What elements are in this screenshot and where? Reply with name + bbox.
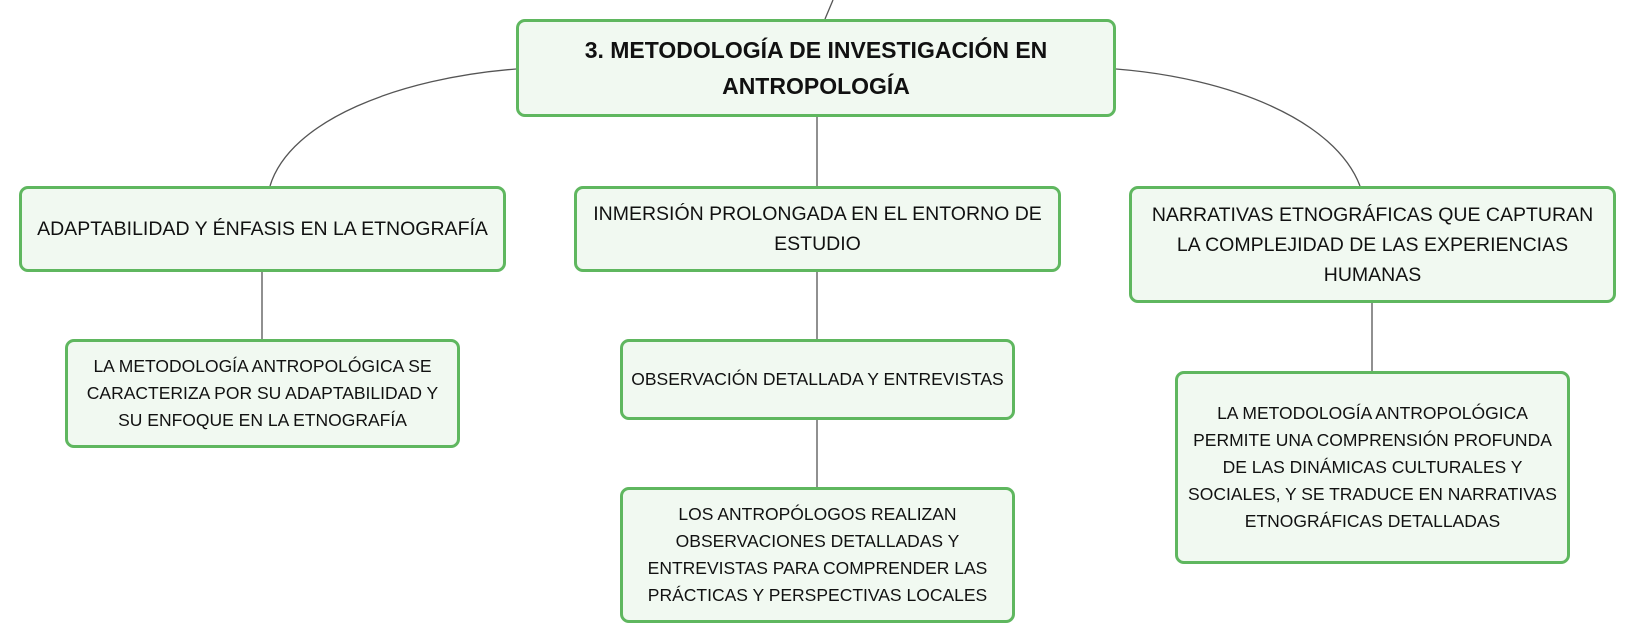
topic-label-inmersion: INMERSIÓN PROLONGADA EN EL ENTORNO DE ESTUDIO: [593, 203, 1042, 255]
subtopic-label-comprension-profunda: LA METODOLOGÍA ANTROPOLÓGICA PERMITE UNA COMPRENSIÓN PROFUNDA DE LAS DINÁMICAS CULTURALES Y SOCIALES, Y SE TRADUCE EN NARRATIVAS ETNOGRÁFICAS DETALLADAS: [1188, 403, 1557, 531]
subtopic-node-comprension-profunda[interactable]: [1175, 371, 1570, 564]
topic-node-adaptabilidad[interactable]: [19, 186, 506, 272]
topic-node-inmersion[interactable]: [574, 186, 1061, 272]
root-topic-node[interactable]: [516, 19, 1116, 117]
root-topic-label: 3. METODOLOGÍA DE INVESTIGACIÓN EN ANTROPOLOGÍA: [584, 37, 1048, 99]
topic-label-adaptabilidad: ADAPTABILIDAD Y ÉNFASIS EN LA ETNOGRAFÍA: [37, 218, 488, 240]
subtopic-node-antropologos-realizan[interactable]: [620, 487, 1015, 623]
topic-node-narrativas[interactable]: [1129, 186, 1616, 303]
subtopic-label-observacion: OBSERVACIÓN DETALLADA Y ENTREVISTAS: [631, 369, 1004, 389]
subtopic-node-metodologia-adaptabilidad[interactable]: [65, 339, 460, 448]
subtopic-label-metodologia-adaptabilidad: LA METODOLOGÍA ANTROPOLÓGICA SE CARACTERIZA POR SU ADAPTABILIDAD Y SU ENFOQUE EN LA ETNOGRAFÍA: [86, 356, 439, 430]
topic-label-narrativas: NARRATIVAS ETNOGRÁFICAS QUE CAPTURAN LA COMPLEJIDAD DE LAS EXPERIENCIAS HUMANAS: [1151, 203, 1594, 286]
subtopic-label-antropologos-realizan: LOS ANTROPÓLOGOS REALIZAN OBSERVACIONES DETALLADAS Y ENTREVISTAS PARA COMPRENDER LAS PRÁCTICAS Y PERSPECTIVAS LOCALES: [647, 504, 988, 605]
connector-incoming-root: [825, 0, 833, 19]
subtopic-node-observacion[interactable]: [620, 339, 1015, 420]
connector-root-to-left: [270, 69, 516, 186]
connector-root-to-right: [1116, 69, 1360, 186]
